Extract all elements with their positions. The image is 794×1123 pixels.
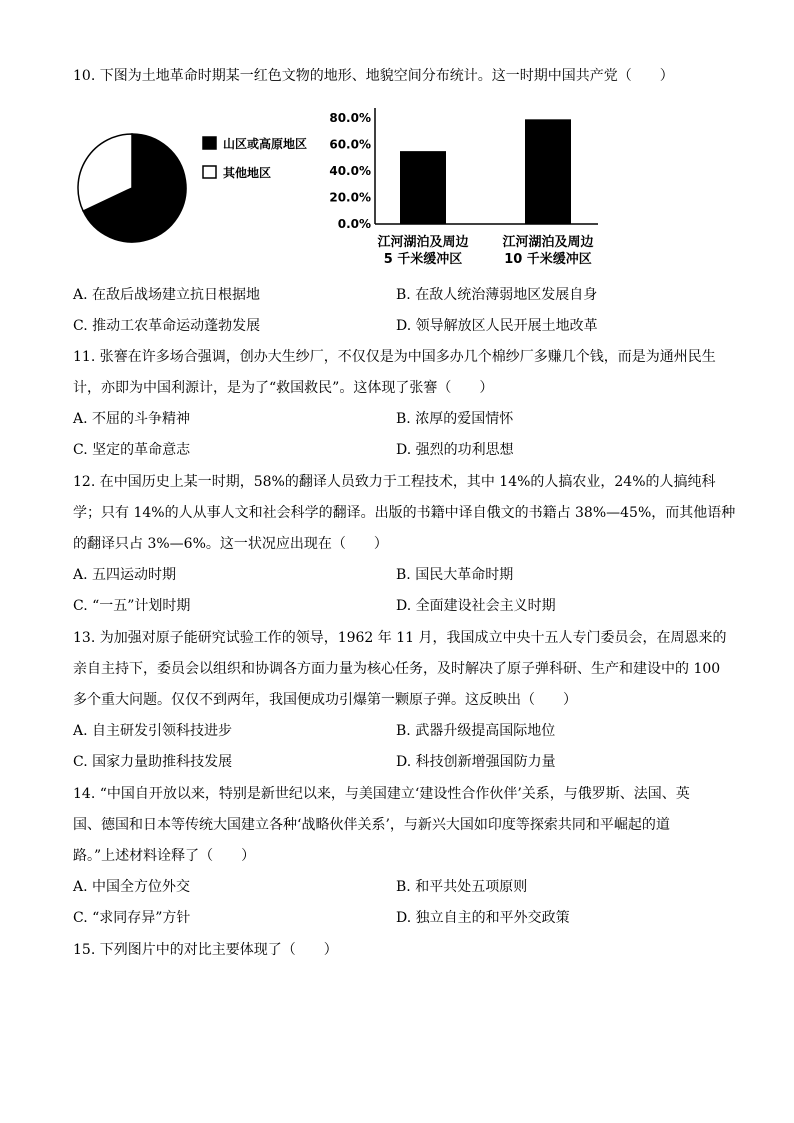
q10-option-b[interactable]: B. 在敌人统治薄弱地区发展自身 — [396, 287, 598, 303]
x-tick-label-2-2: 10 千米缓冲区 — [504, 252, 592, 267]
q12-stem-line-1: 12. 在中国历史上某一时期，58%的翻译人员致力于工程技术，其中 14%的人搞农业，24%的人搞纯科 — [73, 474, 716, 490]
q10-option-a[interactable]: A. 在敌后战场建立抗日根据地 — [73, 287, 261, 303]
q15-stem: 15. 下列图片中的对比主要体现了（ ） — [73, 942, 338, 958]
q13-option-b[interactable]: B. 武器升级提高国际地位 — [396, 723, 556, 739]
q13-option-c[interactable]: C. 国家力量助推科技发展 — [73, 754, 233, 770]
q14-option-c[interactable]: C. “求同存异”方针 — [73, 910, 191, 926]
legend-label-2: 其他地区 — [223, 166, 272, 180]
y-tick-label-3: 40.0% — [329, 164, 371, 178]
q12-stem-line-3: 的翻译只占 3%—6%。这一状况应出现在（ ） — [73, 536, 388, 552]
q14-option-b[interactable]: B. 和平共处五项原则 — [396, 879, 528, 895]
q13-option-d[interactable]: D. 科技创新增强国防力量 — [396, 754, 556, 770]
q10-charts-svg — [70, 100, 640, 275]
x-tick-label-1-1: 江河湖泊及周边 — [377, 235, 469, 250]
q11-option-c[interactable]: C. 坚定的革命意志 — [73, 442, 191, 458]
y-tick-label-5: 80.0% — [329, 111, 371, 125]
bar-1 — [400, 151, 446, 224]
y-tick-label-1: 0.0% — [337, 217, 371, 231]
q14-stem-line-3: 路。”上述材料诠释了（ ） — [73, 848, 256, 864]
q14-option-a[interactable]: A. 中国全方位外交 — [73, 879, 191, 895]
q11-option-d[interactable]: D. 强烈的功利思想 — [396, 442, 514, 458]
q11-option-a[interactable]: A. 不屈的斗争精神 — [73, 411, 191, 427]
q12-option-b[interactable]: B. 国民大革命时期 — [396, 567, 514, 583]
legend-swatch-1 — [203, 137, 216, 149]
q12-option-c[interactable]: C. “一五”计划时期 — [73, 598, 191, 614]
y-tick-label-4: 60.0% — [329, 137, 371, 152]
q10-option-c[interactable]: C. 推动工农革命运动蓬勃发展 — [73, 318, 261, 334]
q13-stem-line-2: 亲自主持下，委员会以组织和协调各方面力量为核心任务，及时解决了原子弹科研、生产和建设中的 100 — [73, 661, 721, 677]
q12-stem-line-2: 学；只有 14%的人从事人文和社会科学的翻译。出版的书籍中译自俄文的书籍占 38%—45%，而其他语种 — [73, 505, 736, 521]
q14-option-d[interactable]: D. 独立自主的和平外交政策 — [396, 910, 570, 926]
q12-option-d[interactable]: D. 全面建设社会主义时期 — [396, 598, 556, 614]
bar-2 — [525, 119, 571, 224]
y-tick-label-2: 20.0% — [329, 190, 371, 205]
q14-stem-line-1: 14. “中国自开放以来，特别是新世纪以来，与美国建立‘建设性合作伙伴’关系，与俄罗斯、法国、英 — [73, 786, 690, 802]
q11-option-b[interactable]: B. 浓厚的爱国情怀 — [396, 411, 514, 427]
legend-label-1: 山区或高原地区 — [223, 137, 308, 151]
q11-stem-line-1: 11. 张謇在许多场合强调，创办大生纱厂，不仅仅是为中国多办几个棉纱厂多赚几个钱，而是为通州民生 — [73, 349, 716, 365]
q10-stem: 10. 下图为土地革命时期某一红色文物的地形、地貌空间分布统计。这一时期中国共产党（ ） — [73, 68, 674, 84]
q13-stem-line-3: 多个重大问题。仅仅不到两年，我国便成功引爆第一颗原子弹。这反映出（ ） — [73, 692, 577, 708]
q12-option-a[interactable]: A. 五四运动时期 — [73, 567, 177, 583]
legend-swatch-2 — [203, 166, 216, 178]
x-tick-label-2-1: 江河湖泊及周边 — [502, 235, 594, 250]
q13-stem-line-1: 13. 为加强对原子能研究试验工作的领导，1962 年 11 月，我国成立中央十五人专门委员会，在周恩来的 — [73, 630, 727, 646]
q14-stem-line-2: 国、德国和日本等传统大国建立各种‘战略伙伴关系’，与新兴大国如印度等探索共同和平崛起的道 — [73, 817, 670, 833]
q10-figure — [70, 100, 640, 275]
q10-option-d[interactable]: D. 领导解放区人民开展土地改革 — [396, 318, 598, 334]
x-tick-label-1-2: 5 千米缓冲区 — [383, 252, 463, 267]
q13-option-a[interactable]: A. 自主研发引领科技进步 — [73, 723, 233, 739]
q11-stem-line-2: 计，亦即为中国利源计，是为了“救国救民”。这体现了张謇（ ） — [73, 380, 494, 396]
